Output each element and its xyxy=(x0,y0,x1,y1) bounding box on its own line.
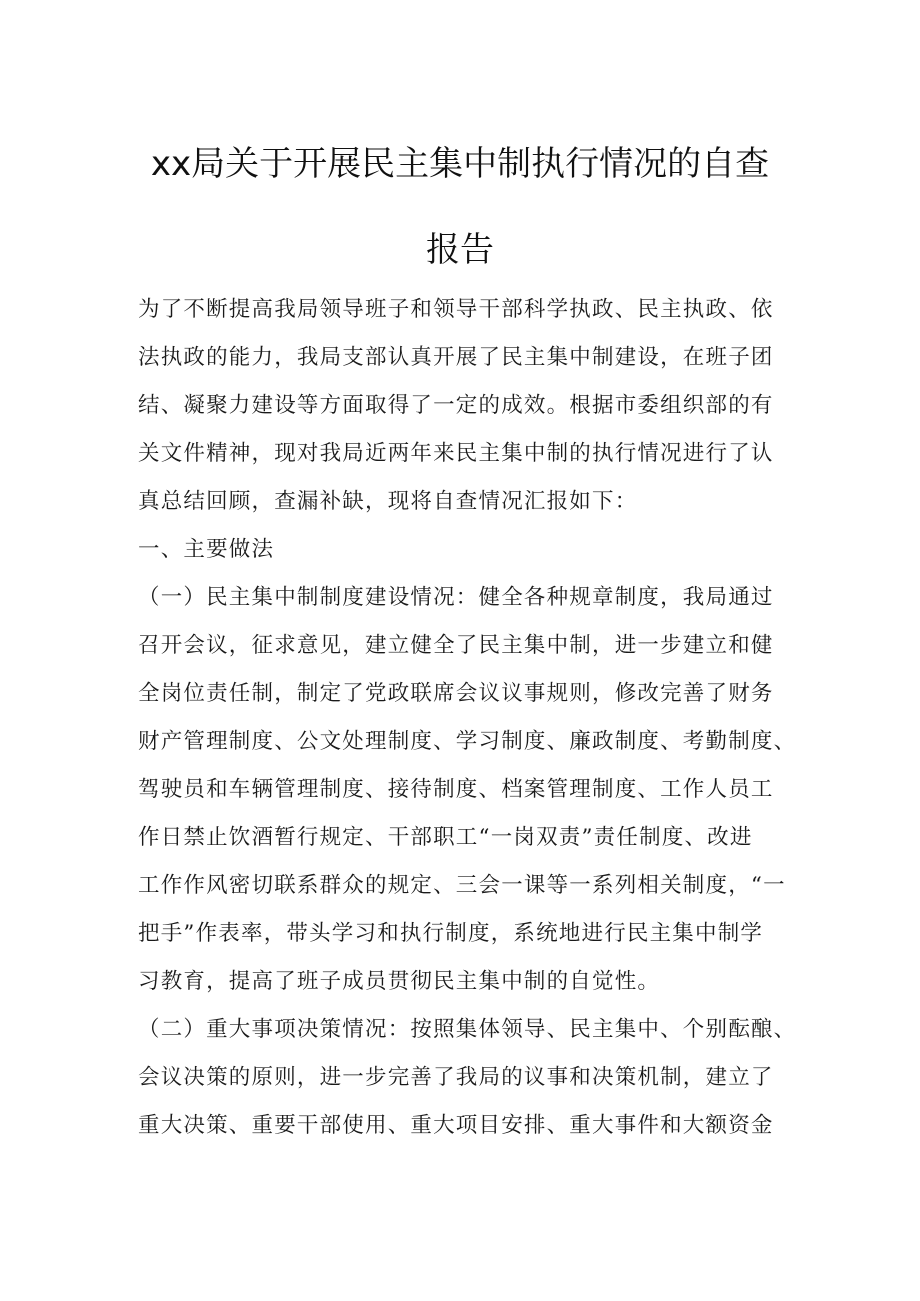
body-line: （一）民主集中制制度建设情况：健全各种规章制度，我局通过 xyxy=(138,585,774,610)
body-line: 工作作风密切联系群众的规定、三会一课等一系列相关制度，“一 xyxy=(138,873,786,898)
document-title-line-2: 报告 xyxy=(426,230,494,270)
body-line: 作日禁止饮酒暂行规定、干部职工“一岗双责”责任制度、改进 xyxy=(138,825,753,850)
section-heading: 一、主要做法 xyxy=(138,537,275,562)
body-line: 真总结回顾，查漏补缺，现将自查情况汇报如下： xyxy=(138,489,638,514)
body-line: 结、凝聚力建设等方面取得了一定的成效。根据市委组织部的有 xyxy=(138,393,774,418)
body-line: 习教育，提高了班子成员贯彻民主集中制的自觉性。 xyxy=(138,969,661,994)
body-line: 召开会议，征求意见，建立健全了民主集中制，进一步建立和健 xyxy=(138,633,774,658)
body-line: 全岗位责任制，制定了党政联席会议议事规则，修改完善了财务 xyxy=(138,681,774,706)
body-line: （二）重大事项决策情况：按照集体领导、民主集中、个别酝酿、 xyxy=(138,1017,797,1042)
body-line: 会议决策的原则，进一步完善了我局的议事和决策机制，建立了 xyxy=(138,1065,774,1090)
body-line: 为了不断提高我局领导班子和领导干部科学执政、民主执政、依 xyxy=(138,297,774,322)
body-line: 关文件精神，现对我局近两年来民主集中制的执行情况进行了认 xyxy=(138,441,774,466)
body-line: 财产管理制度、公文处理制度、学习制度、廉政制度、考勤制度、 xyxy=(138,729,797,754)
body-line: 把手”作表率，带头学习和执行制度，系统地进行民主集中制学 xyxy=(138,921,764,946)
body-line: 法执政的能力，我局支部认真开展了民主集中制建设，在班子团 xyxy=(138,345,774,370)
body-line: 驾驶员和车辆管理制度、接待制度、档案管理制度、工作人员工 xyxy=(138,777,774,802)
document-title-line-1: xx局关于开展民主集中制执行情况的自查 xyxy=(150,144,770,184)
body-line: 重大决策、重要干部使用、重大项目安排、重大事件和大额资金 xyxy=(138,1113,774,1138)
